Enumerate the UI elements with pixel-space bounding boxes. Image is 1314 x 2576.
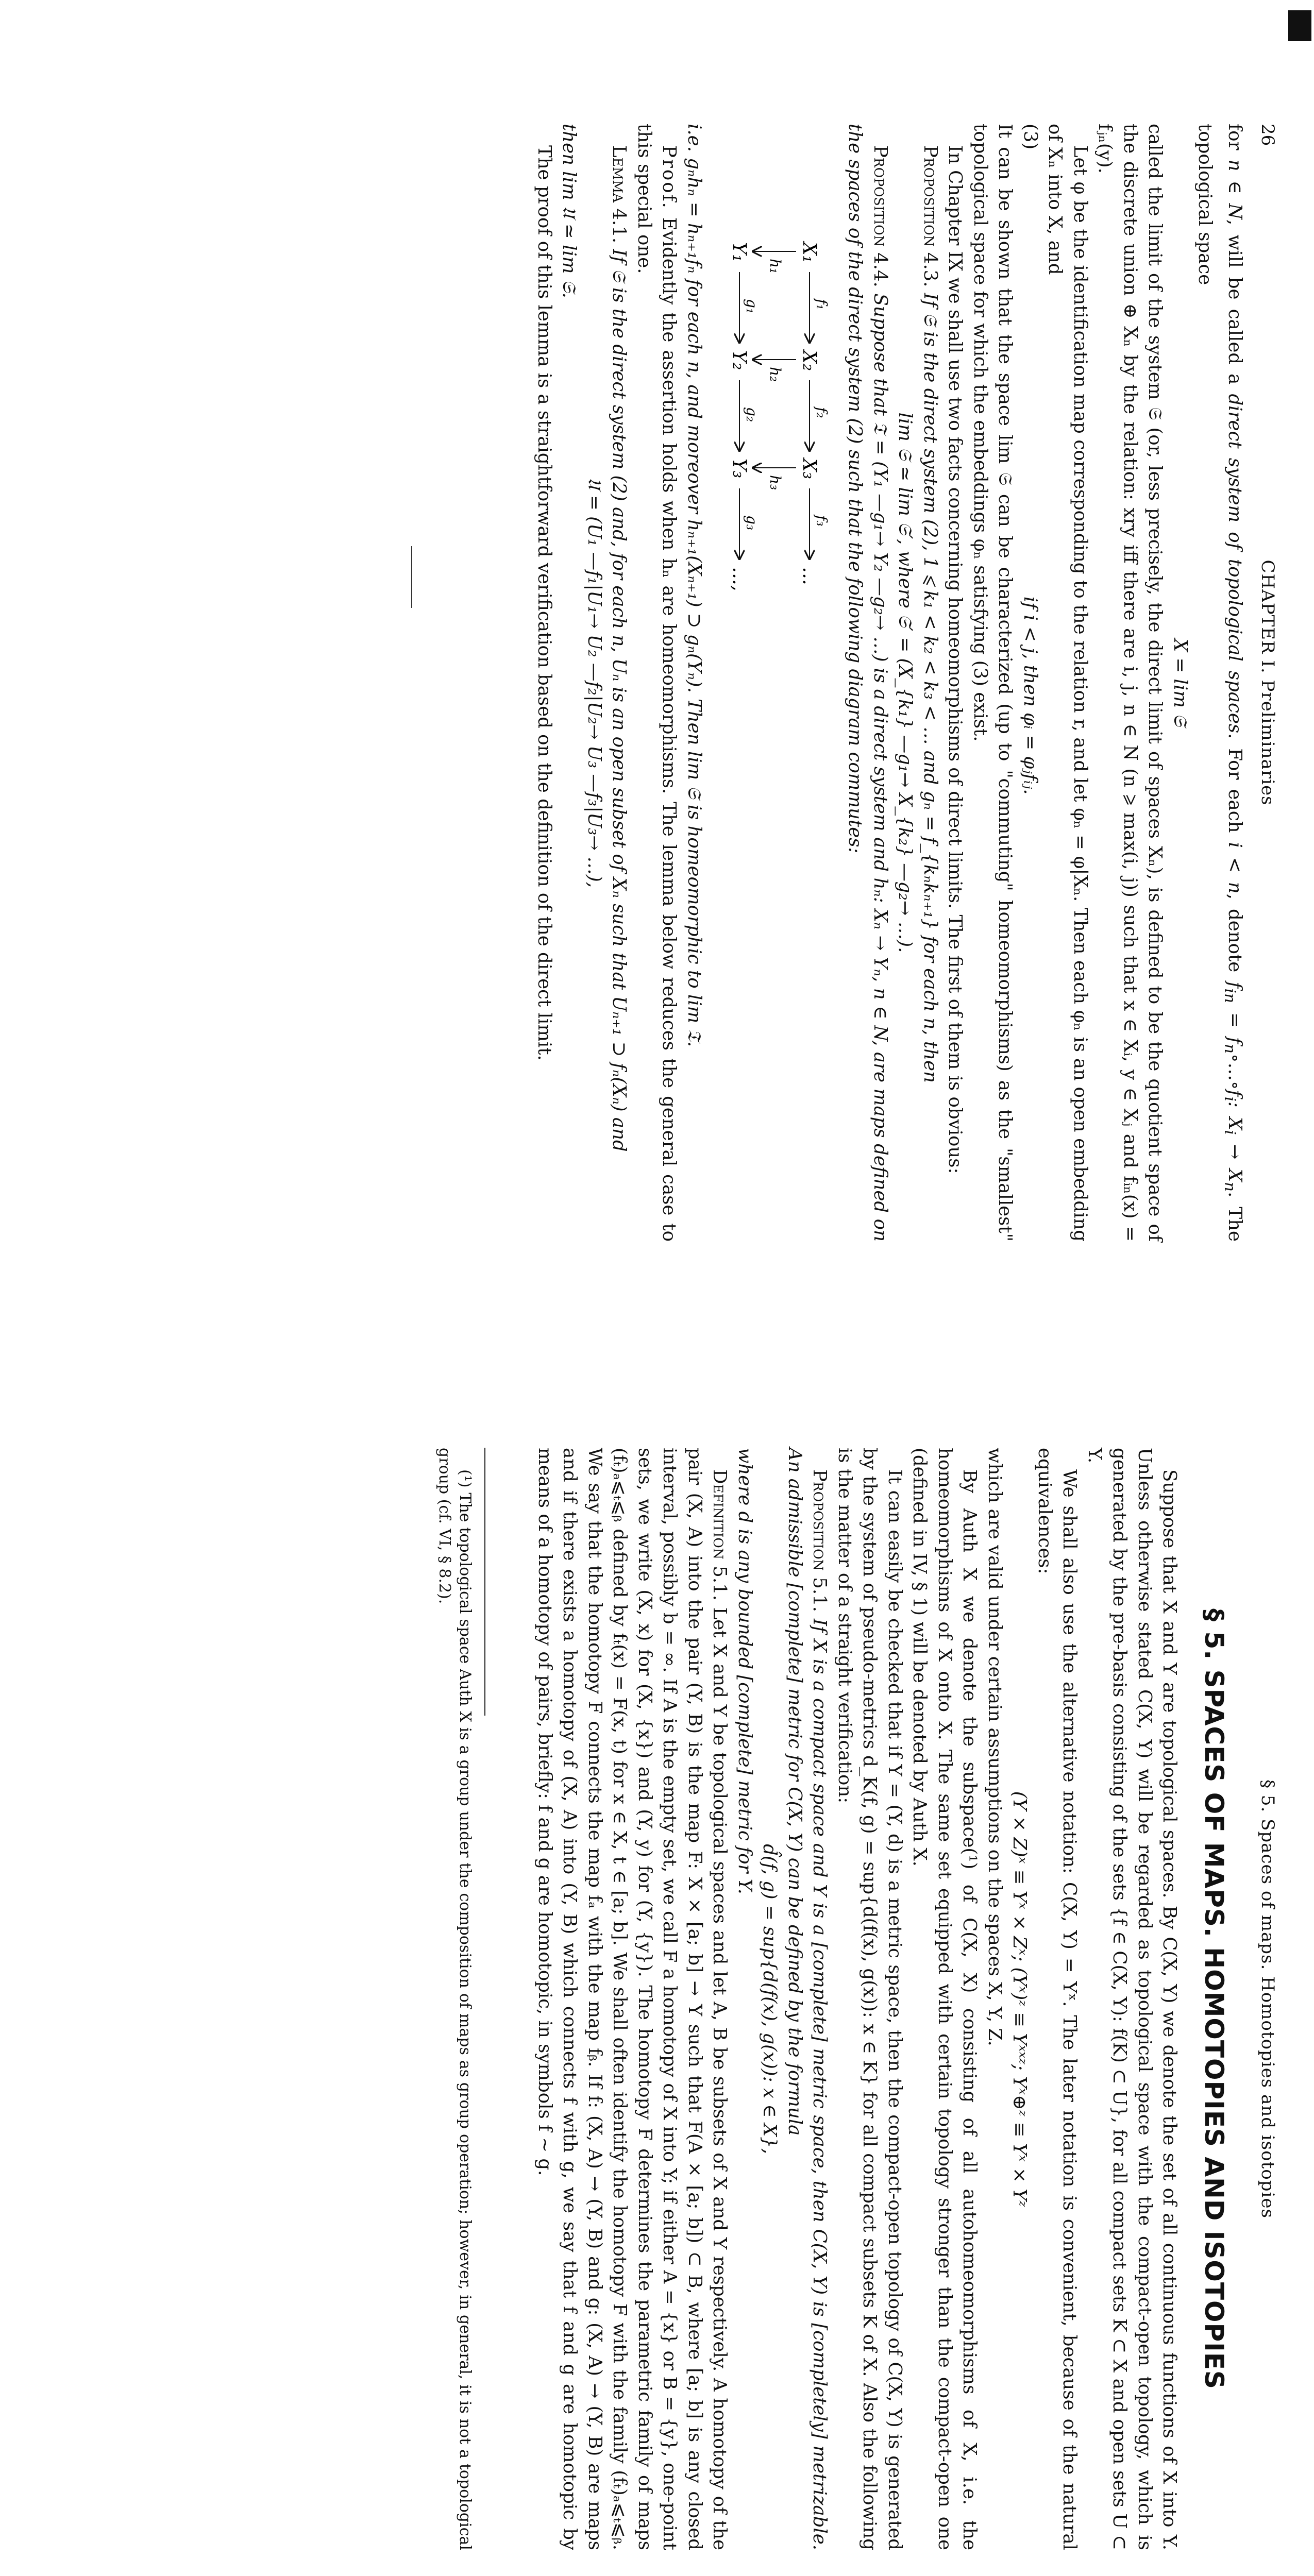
right-running-head — [1247, 1448, 1278, 2550]
left-running-head — [1247, 124, 1278, 1242]
equation-limit-subsystem: lim 𝔖 ≃ lim 𝔖′, where 𝔖′ = (X_{k₁} —g₁→ X_{k₂} —g₂→ …). — [895, 412, 916, 953]
commutative-diagram — [716, 232, 834, 623]
right-page-body — [434, 1448, 1227, 2550]
paragraph-limit-definition: called the limit of the system 𝔖 (or, less precisely, the direct limit of spaces Xₙ), is defined to be the quotient space of the discrete union ⊕ Xₙ by the relation: xry iff there are i, j, n ∈ N (n ⩾ max(i, j)) such that x ∈ Xᵢ, y ∈ Xⱼ and fᵢₙ(x) = fⱼₙ(y). — [1094, 124, 1166, 1242]
proof-paragraph — [631, 124, 681, 1242]
definition-5-1-label: Definition 5.1. — [709, 1469, 731, 1601]
proposition-4-4 — [843, 124, 892, 1242]
diagram-label-f3: f₃ — [813, 515, 830, 527]
proof-label: Proof. — [659, 145, 680, 210]
equation-3-number: (3) — [1019, 124, 1041, 150]
proposition-5-1-label: Proposition 5.1. — [809, 1469, 831, 1612]
right-page — [0, 1314, 1314, 2576]
proof-text: Evidently the assertion holds when hₙ are homeomorphisms. The lemma below reduces the general case to this special one. — [633, 124, 680, 1242]
footnote-divider — [485, 1448, 486, 1716]
footnote: (¹) The topological space Auth X is a group under the composition of maps as group operation; however, in general, it is not a topological group (cf. VI, § 8.2). — [435, 1448, 475, 2550]
paragraph-bounded-metric: where d is any bounded [complete] metric for Y. — [734, 1448, 755, 1894]
equation-sup-metric: d̂(f, g) = sup{d(f(x), g(x)): x ∈ X}, — [759, 1844, 781, 2154]
margin-rule-mark — [411, 546, 412, 608]
diagram-x2: X₂ — [798, 350, 820, 371]
diagram-label-f1: f₁ — [813, 299, 830, 310]
paragraph-direct-system: for n ∈ N, will be called a direct system of topological spaces. For each i < n, denote $f_{in}$ = $f_n\circ\dots\circ f_i$: $X_i \to X_n$. The topological space — [1194, 124, 1245, 1242]
diagram-y-ellipsis: …, — [728, 567, 750, 591]
equation-open-subsystem: 𝔘 = (U₁ —f₁|U₁→ U₂ —f₂|U₂→ U₃ —f₃|U₃→ …), — [583, 478, 605, 888]
diagram-label-g2: g₂ — [743, 407, 760, 422]
proposition-5-1 — [782, 1448, 832, 2550]
diagram-label-g1: g₁ — [743, 299, 760, 314]
paragraph-valid-assumptions: which are valid under certain assumptions on the spaces X, Y, Z. — [984, 1448, 1005, 2046]
section-running-title: § 5. Spaces of maps. Homotopies and isotopies — [1257, 1780, 1278, 2218]
lemma-4-1-text: If 𝔖 is the direct system (2) and, for each n, Uₙ is an open subset of Xₙ such that Uₙ₊₁ ⊃ fₙ(Xₙ) and — [609, 249, 630, 1152]
paragraph-lemma-proof: The proof of this lemma is a straightforward verification based on the definition of the direct limit. — [533, 145, 555, 1061]
equation-direct-limit: X = lim 𝔖 — [1169, 638, 1191, 727]
proposition-4-3 — [917, 124, 942, 1242]
definition-5-1-text: Let X and Y be topological spaces and let A, B be subsets of X and Y respectively. A homotopy of the pair (X, A) into the pair (Y, B) is the map F: X × [a; b] → Y such that F(A × [a; b]) ⊂ B, where [a; b] is any closed interval, possibly b = ∞. If A is the empty set, we call F a homotopy of X into Y; if either A = {x} or B = {y}, one-point sets, we write (X, x) for (X, {x}) and (Y, y) for (Y, {y}). The homotopy F determines the parametric family of maps (fₜ)ₐ⩽ₜ⩽ᵦ defined by fₜ(x) = F(x, t) for x ∈ X, t ∈ [a; b]. We shall often identify the homotopy F with the family (fₜ)ₐ⩽ₜ⩽ᵦ. We say that the homotopy F connects the map fₐ with the map fᵦ. If f: (X, A) → (Y, B) and g: (X, A) → (Y, B) are maps and if there exists a homotopy of (X, A) into (Y, B) which connects f with g, we say that f and g are homotopic by means of a homotopy of pairs, briefly: f and g are homotopic, in symbols f ∼ g. — [534, 1448, 731, 2550]
lemma-4-1-label: Lemma 4.1. — [609, 145, 630, 244]
proposition-5-1-text: If X is a compact space and Y is a [complete] metric space, then C(X, Y) is [completely] metrizable. An admissible [complete] metric for C(X, Y) can be defined by the formula — [784, 1448, 831, 2550]
paragraph-commuting-condition: i.e. gₙhₙ = hₙ₊₁fₙ for each n, and moreover hₙ₊₁(Xₙ₊₁) ⊃ gₙ(Yₙ). Then lim 𝔖 is homeomorphic to lim 𝔗. — [683, 124, 705, 1047]
paragraph-auth: By Auth X we denote the subspace(¹) of C(X, X) consisting of all autohomeomorphisms of X, i.e. the homeomorphisms of X onto X. The same set equipped with certain topology stronger than the compact-open one (defined in IV, § 1) will be denoted by Auth X. — [909, 1448, 981, 2550]
proposition-4-4-text: Suppose that 𝔗 = (Y₁ —g₁→ Y₂ —g₂→ …) is a direct system and hₙ: Xₙ → Yₙ, n ∈ N, are maps defined on the spaces of the direct system (2) such that the following diagram commutes: — [845, 124, 891, 1242]
paragraph-compact-open: Suppose that X and Y are topological spaces. By C(X, Y) we denote the set of all continuous functions of X into Y. Unless otherwise stated C(X, Y) will be regarded as topological space with the compact-open topology, which is generated by the pre-basis consisting of the sets {f ∈ C(X, Y): f(K) ⊂ U}, for all compact sets K ⊂ X and open sets U ⊂ Y. — [1084, 1448, 1181, 2550]
diagram-label-f2: f₂ — [813, 407, 830, 418]
diagram-label-h3: h₃ — [766, 475, 784, 490]
diagram-label-h1: h₁ — [766, 259, 784, 274]
proposition-4-3-text: If 𝔖 is the direct system (2), 1 ⩽ k₁ < k₂ < k₃ < … and gₙ = f_{kₙkₙ₊₁} for each n, then — [919, 293, 941, 1083]
equation-3 — [1017, 124, 1042, 1242]
diagram-label-g3: g₃ — [743, 515, 760, 531]
diagram-x1: X₁ — [798, 242, 820, 263]
diagram-x3: X₃ — [798, 459, 820, 480]
paragraph-lemma-conclusion: then lim 𝔘 ≃ lim 𝔖. — [559, 124, 580, 298]
diagram-y2: Y₂ — [728, 350, 750, 370]
scan-corner-marker — [1288, 10, 1311, 41]
proposition-4-4-label: Proposition 4.4. — [869, 145, 891, 287]
paragraph-pseudo-metrics: It can easily be checked that if Y = (Y, d) is a metric space, then the compact-open topology of C(X, Y) is generated by the system of pseudo-metrics d_K(f, g) = sup{d(f(x), g(x)): x ∈ K} for all compact subsets K of X. Also the following is the matter of a straight verification: — [834, 1448, 905, 2550]
diagram-y1: Y₁ — [728, 242, 750, 262]
left-page-body — [531, 124, 1247, 1242]
proposition-4-3-label: Proposition 4.3. — [919, 145, 941, 287]
lemma-4-1 — [607, 124, 632, 1242]
equation-natural-equivalences: (Y × Z)ˣ ≡ Yˣ × Zˣ; (Yˣ)ᶻ ≡ Yˣˣᶻ; Yˣ⊕ᶻ ≡ Yˣ × Yᶻ — [1009, 1791, 1031, 2207]
diagram-y3: Y₃ — [728, 459, 750, 479]
page-number: 26 — [1257, 124, 1278, 146]
diagram-x-ellipsis: … — [798, 567, 820, 585]
section-title: § 5. SPACES OF MAPS. HOMOTOPIES AND ISOTOPIES — [1199, 1608, 1229, 2389]
chapter-running-title: CHAPTER I. Preliminaries — [1257, 560, 1278, 806]
paragraph-identification-map: Let φ be the identification map corresponding to the relation r, and let φₙ = φ|Xₙ. Then each φₙ is an open embedding of Xₙ into X, and — [1045, 124, 1091, 1242]
diagram-label-h2: h₂ — [766, 367, 784, 382]
paragraph-characterization: It can be shown that the space lim 𝔖 can be characterized (up to "commuting" homeomorphisms) as the "smallest" topological space for which the embeddings φₙ satisfying (3) exist. — [969, 124, 1016, 1242]
equation-3-body: if i < j, then φᵢ = φⱼfᵢⱼ. — [1019, 596, 1041, 795]
paragraph-chapter-ix: In Chapter IX we shall use two facts concerning homeomorphisms of direct limits. The first of them is obvious: — [945, 145, 966, 1174]
paragraph-alternative-notation: We shall also use the alternative notation: C(X, Y) = Yˣ. The later notation is convenient, because of the natural equivalences: — [1034, 1448, 1081, 2550]
definition-5-1 — [532, 1448, 732, 2550]
